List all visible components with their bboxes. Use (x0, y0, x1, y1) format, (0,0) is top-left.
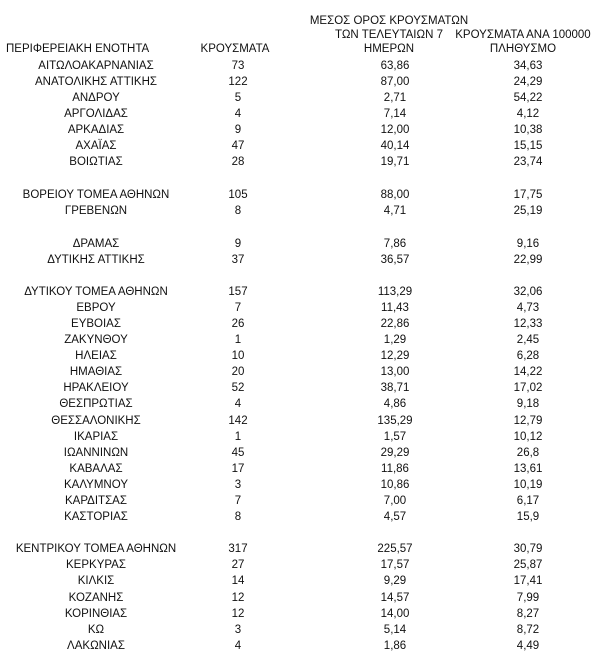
table-row (0, 429, 600, 445)
table-row (0, 236, 600, 252)
table-row (0, 590, 600, 606)
cell-cases: 4 (234, 639, 242, 652)
cell-per-100000: 4,12 (516, 108, 540, 121)
table-row (0, 300, 600, 316)
cell-region: ΚΟΖΑΝΗΣ (68, 591, 124, 604)
cell-per-100000: 24,29 (513, 76, 543, 88)
cell-avg: 14,00 (380, 607, 410, 620)
cell-region: ΙΩΑΝΝΙΝΩΝ (63, 446, 129, 459)
cell-per-100000: 9,18 (516, 398, 540, 411)
cell-region: ΚΩ (87, 623, 105, 636)
cell-avg: 19,71 (380, 156, 410, 169)
cell-region: ΚΑΒΑΛΑΣ (69, 462, 123, 475)
cell-per-100000: 17,02 (513, 382, 543, 395)
table-row (0, 493, 600, 509)
cell-cases: 317 (228, 543, 248, 556)
cell-avg: 4,71 (383, 204, 407, 217)
table-row (0, 461, 600, 477)
cell-cases: 7 (234, 494, 242, 507)
cell-per-100000: 12,33 (513, 318, 543, 331)
cell-region: ΛΑΚΩΝΙΑΣ (67, 639, 125, 652)
cell-region: ΘΕΣΠΡΩΤΙΑΣ (59, 398, 133, 411)
cell-per-100000: 54,22 (513, 92, 543, 105)
cell-region: ΑΙΤΩΛΟΑΚΑΡΝΑΝΙΑΣ (38, 60, 154, 72)
cell-avg: 14,57 (380, 591, 410, 604)
cell-cases: 27 (231, 559, 245, 572)
cell-per-100000: 22,99 (513, 253, 543, 266)
cell-cases: 26 (231, 318, 245, 331)
cell-region: ΔΥΤΙΚΟΥ ΤΟΜΕΑ ΑΘΗΝΩΝ (24, 286, 168, 299)
cell-per-100000: 15,9 (516, 510, 540, 523)
cell-cases: 1 (234, 430, 242, 443)
table-row (0, 622, 600, 638)
table-row (0, 90, 600, 106)
cell-cases: 4 (234, 108, 242, 121)
cell-avg: 38,71 (380, 382, 410, 395)
header-region: ΠΕΡΙΦΕΡΕΙΑΚΗ ΕΝΟΤΗΤΑ (6, 43, 150, 55)
cell-per-100000: 32,06 (513, 286, 543, 299)
cell-avg: 2,71 (383, 92, 407, 105)
table-row (0, 284, 600, 300)
cell-region: ΚΑΡΔΙΤΣΑΣ (65, 494, 127, 507)
cell-cases: 14 (231, 575, 245, 588)
cell-cases: 4 (234, 398, 242, 411)
cell-avg: 12,00 (380, 124, 410, 137)
cell-region: ΕΒΡΟΥ (76, 302, 116, 315)
cell-per-100000: 25,87 (513, 559, 543, 572)
cell-avg: 17,57 (380, 559, 410, 572)
header-avg-line3: ΗΜΕΡΩΝ (363, 43, 415, 55)
cell-per-100000: 14,22 (513, 366, 543, 379)
cell-per-100000: 8,27 (516, 607, 540, 620)
cell-per-100000: 15,15 (513, 140, 543, 153)
cell-per-100000: 4,73 (516, 302, 540, 315)
table-row (0, 638, 600, 654)
table-row (0, 138, 600, 154)
cell-avg: 40,14 (380, 140, 410, 153)
cell-region: ΒΟΙΩΤΙΑΣ (69, 156, 123, 169)
cell-region: ΘΕΣΣΑΛΟΝΙΚΗΣ (51, 414, 141, 427)
cell-per-100000: 6,28 (516, 350, 540, 363)
cell-per-100000: 26,8 (516, 446, 540, 459)
cell-region: ΗΡΑΚΛΕΙΟΥ (63, 382, 129, 395)
cell-cases: 47 (231, 140, 245, 153)
cell-region: ΑΧΑΪΑΣ (75, 140, 117, 153)
cell-cases: 8 (234, 510, 242, 523)
cell-avg: 88,00 (380, 188, 410, 201)
cell-cases: 8 (234, 204, 242, 217)
cell-cases: 20 (231, 366, 245, 379)
cell-cases: 142 (228, 414, 248, 427)
cell-per-100000: 23,74 (513, 156, 543, 169)
table-row (0, 332, 600, 348)
cell-avg: 13,00 (380, 366, 410, 379)
table-row (0, 348, 600, 364)
cell-avg: 7,86 (383, 237, 407, 250)
cell-per-100000: 9,16 (516, 237, 540, 250)
table-row (0, 74, 600, 90)
cell-region: ΑΝΑΤΟΛΙΚΗΣ ΑΤΤΙΚΗΣ (34, 76, 157, 88)
cell-cases: 10 (231, 350, 245, 363)
cell-region: ΚΟΡΙΝΘΙΑΣ (64, 607, 128, 620)
cell-per-100000: 7,99 (516, 591, 540, 604)
cell-cases: 73 (231, 60, 245, 72)
cell-cases: 17 (231, 462, 245, 475)
cell-avg: 7,14 (383, 108, 407, 121)
cell-cases: 1 (234, 334, 242, 347)
cell-avg: 4,57 (383, 510, 407, 523)
cell-cases: 28 (231, 156, 245, 169)
cell-avg: 10,86 (380, 478, 410, 491)
cell-region: ΚΙΛΚΙΣ (77, 575, 115, 588)
cell-per-100000: 12,79 (513, 414, 543, 427)
cell-cases: 9 (234, 237, 242, 250)
cell-per-100000: 2,45 (516, 334, 540, 347)
cell-cases: 7 (234, 302, 242, 315)
cell-avg: 22,86 (380, 318, 410, 331)
cell-cases: 12 (231, 591, 245, 604)
cell-cases: 12 (231, 607, 245, 620)
cell-region: ΕΥΒΟΙΑΣ (71, 318, 121, 331)
cell-cases: 3 (234, 478, 242, 491)
header-cases: ΚΡΟΥΣΜΑΤΑ (200, 43, 270, 55)
cell-per-100000: 34,63 (513, 60, 543, 72)
header-per-line2: ΠΛΗΘΥΣΜΟ (489, 43, 557, 55)
table-row (0, 396, 600, 412)
table-row (0, 509, 600, 525)
cell-region: ΑΝΔΡΟΥ (72, 92, 120, 105)
table-row (0, 477, 600, 493)
cell-region: ΚΕΝΤΡΙΚΟΥ ΤΟΜΕΑ ΑΘΗΝΩΝ (15, 543, 177, 556)
cell-avg: 135,29 (377, 414, 413, 427)
cell-region: ΙΚΑΡΙΑΣ (73, 430, 119, 443)
cell-per-100000: 25,19 (513, 204, 543, 217)
cell-region: ΔΥΤΙΚΗΣ ΑΤΤΙΚΗΣ (47, 253, 145, 266)
cell-avg: 12,29 (380, 350, 410, 363)
table-row (0, 106, 600, 122)
cell-per-100000: 17,41 (513, 575, 543, 588)
table-row (0, 573, 600, 589)
table-row (0, 122, 600, 138)
cell-avg: 9,29 (383, 575, 407, 588)
cell-cases: 105 (228, 188, 248, 201)
table-row (0, 58, 600, 74)
cell-region: ΓΡΕΒΕΝΩΝ (64, 204, 128, 217)
table-row (0, 606, 600, 622)
cell-per-100000: 8,72 (516, 623, 540, 636)
cell-avg: 1,86 (383, 639, 407, 652)
table-row (0, 154, 600, 170)
cell-cases: 37 (231, 253, 245, 266)
cell-cases: 5 (234, 92, 242, 105)
cell-avg: 87,00 (380, 76, 410, 88)
cell-per-100000: 17,75 (513, 188, 543, 201)
cell-avg: 1,29 (383, 334, 407, 347)
table-row (0, 380, 600, 396)
cell-per-100000: 4,49 (516, 639, 540, 652)
table-row (0, 413, 600, 429)
cell-avg: 11,86 (381, 462, 409, 475)
cell-avg: 225,57 (377, 543, 413, 556)
cell-avg: 113,29 (377, 286, 413, 299)
header-per-line1: ΚΡΟΥΣΜΑΤΑ ΑΝΑ 100000 (455, 29, 591, 41)
cell-avg: 63,86 (380, 60, 410, 72)
cell-cases: 45 (231, 446, 245, 459)
cell-region: ΗΜΑΘΙΑΣ (69, 366, 123, 379)
cell-region: ΖΑΚΥΝΘΟΥ (64, 334, 128, 347)
table-row (0, 541, 600, 557)
cell-avg: 5,14 (383, 623, 407, 636)
cell-region: ΑΡΓΟΛΙΔΑΣ (64, 108, 128, 121)
cell-per-100000: 13,61 (513, 462, 543, 475)
table-row (0, 203, 600, 219)
cell-region: ΒΟΡΕΙΟΥ ΤΟΜΕΑ ΑΘΗΝΩΝ (22, 188, 170, 201)
cell-avg: 29,29 (380, 446, 410, 459)
table-row (0, 557, 600, 573)
cell-cases: 3 (234, 623, 242, 636)
header-avg-line2: ΤΩΝ ΤΕΛΕΥΤΑΙΩΝ 7 (335, 29, 443, 41)
cell-cases: 9 (234, 124, 242, 137)
cell-per-100000: 10,12 (513, 430, 543, 443)
cell-region: ΑΡΚΑΔΙΑΣ (67, 124, 125, 137)
cell-region: ΚΑΛΥΜΝΟΥ (64, 478, 128, 491)
cell-region: ΔΡΑΜΑΣ (72, 237, 120, 250)
cell-per-100000: 30,79 (513, 543, 543, 556)
cell-avg: 11,43 (381, 302, 409, 315)
cell-region: ΚΑΣΤΟΡΙΑΣ (64, 510, 128, 523)
cell-per-100000: 6,17 (516, 494, 540, 507)
table-row (0, 316, 600, 332)
cell-avg: 7,00 (383, 494, 407, 507)
cell-cases: 52 (231, 382, 245, 395)
table-row (0, 445, 600, 461)
cell-region: ΗΛΕΙΑΣ (75, 350, 117, 363)
table-row (0, 252, 600, 268)
cell-per-100000: 10,19 (513, 478, 543, 491)
cell-cases: 122 (228, 76, 248, 88)
cell-per-100000: 10,38 (513, 124, 543, 137)
cell-region: ΚΕΡΚΥΡΑΣ (66, 559, 126, 572)
cell-avg: 1,57 (383, 430, 407, 443)
table-row (0, 187, 600, 203)
header-avg-line1: ΜΕΣΟΣ ΟΡΟΣ ΚΡΟΥΣΜΑΤΩΝ (309, 15, 469, 27)
table-row (0, 364, 600, 380)
cell-avg: 4,86 (383, 398, 407, 411)
cell-cases: 157 (228, 286, 248, 299)
cell-avg: 36,57 (380, 253, 410, 266)
